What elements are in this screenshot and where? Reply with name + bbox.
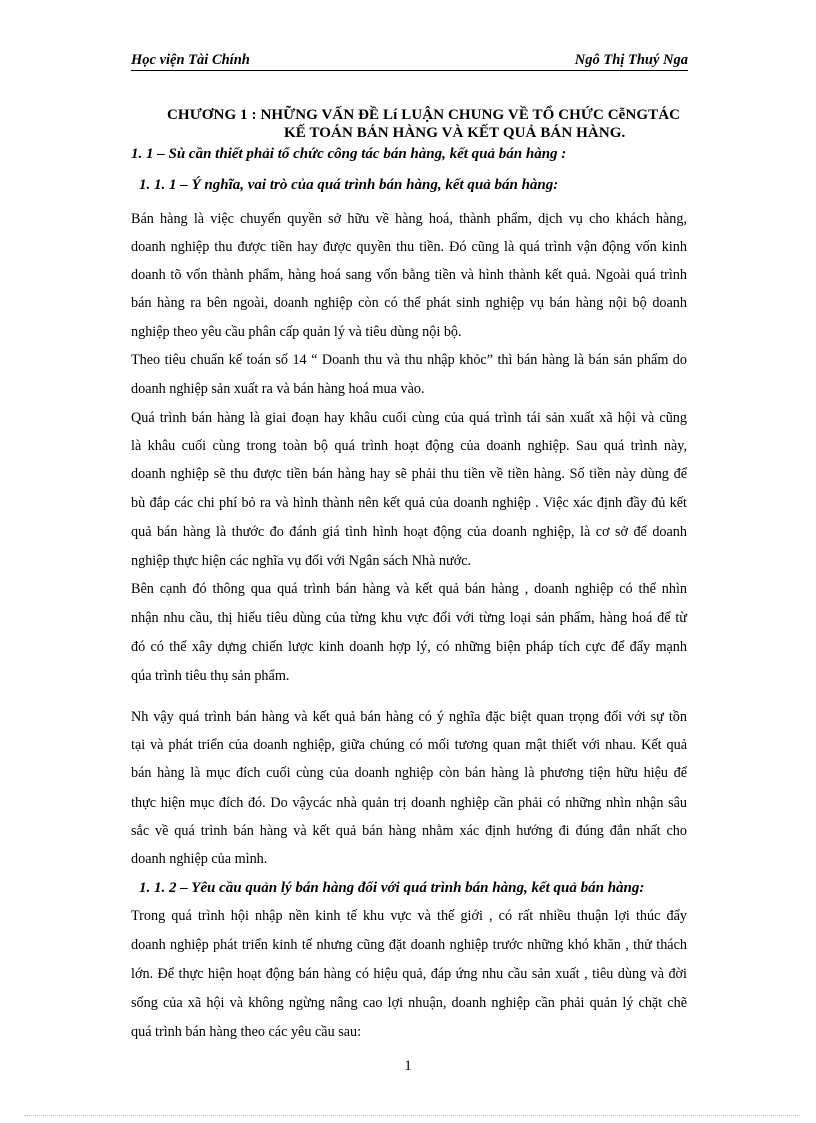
section-heading-1-1-1: 1. 1. 1 – Ý nghĩa, vai trò của quá trình bán hàng, kết quả bán hàng: [139, 177, 559, 193]
body-line: Quá trình bán hàng là giai đoạn hay khâu cuối cùng của quá trình tái sản xuất xã hội và cũng [131, 410, 687, 426]
chapter-title-line-2: KẾ TOÁN BÁN HÀNG VÀ KẾT QUẢ BÁN HÀNG. [284, 125, 626, 141]
header-institution: Học viện Tài Chính [131, 52, 250, 68]
body-line: Nh vậy quá trình bán hàng và kết quả bán hàng có ý nghĩa đặc biệt quan trọng đối với sự tồn [131, 709, 687, 725]
header-author: Ngô Thị Thuý Nga [574, 52, 688, 68]
body-line: tại và phát triển của doanh nghiệp, giữa chúng có mối tương quan mật thiết với nhau. Kết quả [131, 737, 687, 753]
body-line: lớn. Để thực hiện hoạt động bán hàng có hiệu quả, đáp ứng nhu cầu sản xuất , tiêu dùng và đời [131, 966, 687, 982]
footer-dotted-line [24, 1115, 800, 1116]
body-line: Bên cạnh đó thông qua quá trình bán hàng và kết quả bán hàng , doanh nghiệp có thể nhìn [131, 581, 687, 597]
body-line: qúa trình tiêu thụ sản phẩm. [131, 668, 290, 684]
body-line: doanh nghiệp sản xuất ra và bán hàng hoá mua vào. [131, 381, 425, 397]
body-line: thực hiện mục đích đó. Do vậycác nhà quản trị doanh nghiệp cần phải có những nhìn nhận sâu [131, 795, 687, 811]
body-line: đó có thể xây dựng chiến lược kinh doanh hợp lý, có những biện pháp tích cực để đẩy mạnh [131, 639, 687, 655]
section-heading-1-1-2: 1. 1. 2 – Yêu cầu quản lý bán hàng đối với quá trình bán hàng, kết quả bán hàng: [139, 880, 645, 896]
body-line: doanh nghiệp thu được tiền hay được quyền thu tiền. Đó cũng là quá trình vận động vốn kinh [131, 239, 687, 255]
body-line: bù đắp các chi phí bỏ ra và hình thành nên kết quả của doanh nghiệp . Việc xác định đầy đủ kết [131, 495, 687, 511]
body-line: doanh tõ vốn thành phẩm, hàng hoá sang vốn bằng tiền và hình thành kết quả. Ngoài quá trình [131, 267, 687, 283]
chapter-title-line-1: CHƯƠNG 1 : NHỮNG VẤN ĐỀ Lí LUẬN CHUNG VỀ TỔ CHỨC CễNGTÁC [167, 107, 681, 123]
body-line: doanh nghiệp phát triển kinh tế nhưng cũng đặt doanh nghiệp trước những khó khăn , thử thách [131, 937, 687, 953]
header-rule [131, 70, 688, 71]
body-line: sắc về quá trình bán hàng và kết quả bán hàng nhằm xác định hướng đi đúng đắn nhất cho [131, 823, 687, 839]
body-line: bán hàng là mục đích cuối cùng của doanh nghiệp còn bán hàng là phương tiện hữu hiệu để [131, 765, 687, 781]
body-line: Bán hàng là việc chuyển quyền sở hữu về hàng hoá, thành phẩm, dịch vụ cho khách hàng, [131, 211, 687, 227]
page-header [131, 52, 688, 72]
page-number: 1 [404, 1058, 412, 1074]
body-line: Trong quá trình hội nhập nền kinh tế khu vực và thế giới , có rất nhiều thuận lợi thúc đẩy [131, 908, 687, 924]
section-heading-1-1: 1. 1 – Sù cần thiết phải tổ chức công tác bán hàng, kết quả bán hàng : [131, 146, 567, 162]
body-line: sống của xã hội và không ngừng nâng cao lợi nhuận, doanh nghiệp cần phải quản lý chặt chẽ [131, 995, 687, 1011]
body-line: bán hàng ra bên ngoài, doanh nghiệp còn có thể phát sinh nghiệp vụ bán hàng nội bộ doanh [131, 295, 687, 311]
body-line: là khâu cuối cùng trong toàn bộ quá trình hoạt động của doanh nghiệp. Sau quá trình này, [131, 438, 687, 454]
body-line: nghiệp theo yêu cầu phân cấp quản lý và tiêu dùng nội bộ. [131, 324, 462, 340]
body-line: quá trình bán hàng theo các yêu cầu sau: [131, 1024, 362, 1040]
body-line: nghiệp thực hiện các nghĩa vụ đối với Ngân sách Nhà nước. [131, 553, 472, 569]
body-line: quả bán hàng là thước đo đánh giá tình hình hoạt động của doanh nghiệp, là cơ sở để doanh [131, 524, 687, 540]
body-line: doanh nghiệp của mình. [131, 851, 268, 867]
body-line: Theo tiêu chuẩn kế toán số 14 “ Doanh thu và thu nhập khỏc” thì bán hàng là bán sản phẩm do [131, 352, 687, 368]
body-line: nhận nhu cầu, thị hiếu tiêu dùng của từng khu vực đối với từng loại sản phẩm, hàng hoá để từ [131, 610, 687, 626]
body-line: doanh nghiệp sẽ thu được tiền bán hàng hay sẽ phải thu tiền về tiền hàng. Số tiền này dùng để [131, 466, 687, 482]
